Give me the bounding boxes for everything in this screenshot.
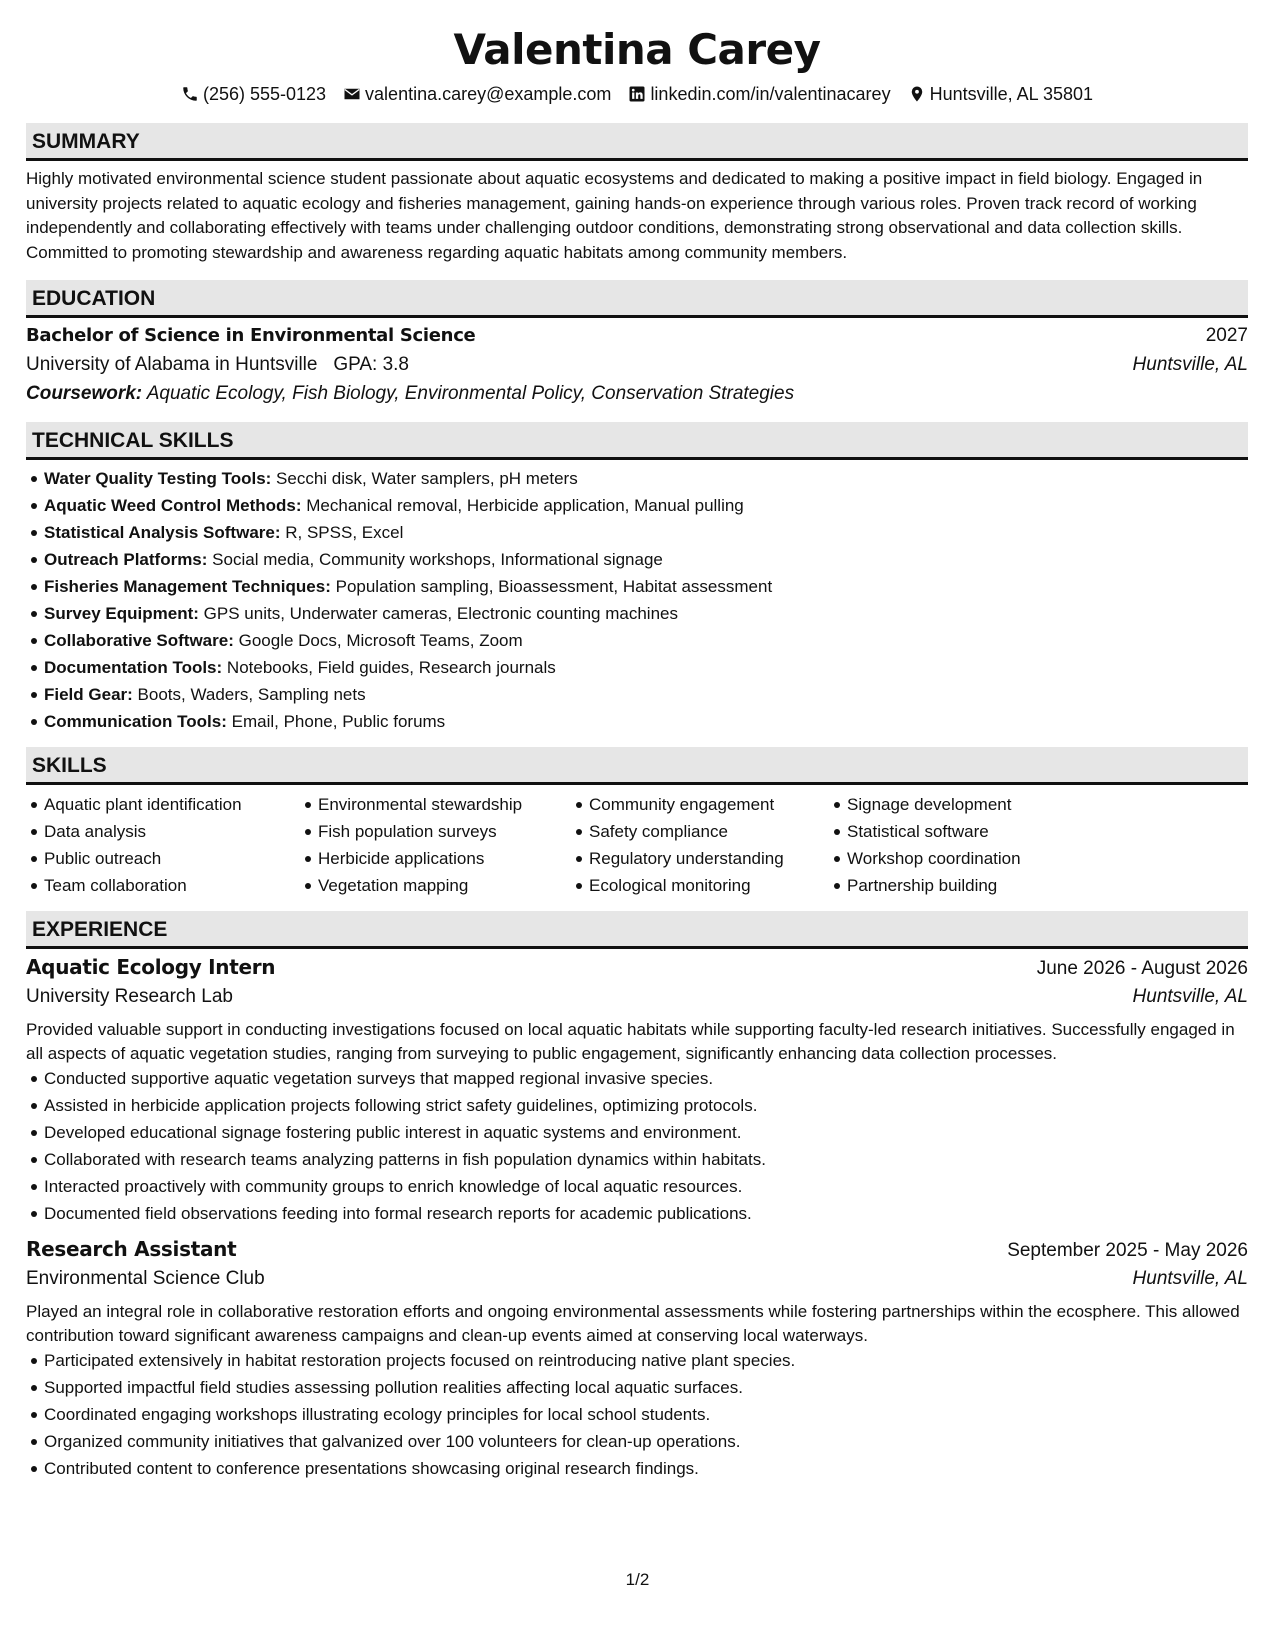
job-bullets <box>26 1065 1248 1227</box>
job-entry <box>26 1237 1248 1482</box>
job-entry <box>26 955 1248 1227</box>
list-item: Fish population surveys <box>318 818 571 845</box>
linkedin-icon <box>628 85 646 103</box>
job-org: Environmental Science Club <box>26 1268 265 1289</box>
contact-phone[interactable] <box>181 82 326 106</box>
location-text: Huntsville, AL 35801 <box>929 84 1094 104</box>
list-item: Contributed content to conference presentations showcasing original research findings. <box>44 1455 1248 1482</box>
skills-column <box>300 791 571 899</box>
skill-label: Survey Equipment: <box>44 604 199 623</box>
skill-value: Boots, Waders, Sampling nets <box>137 685 366 704</box>
list-item: Ecological monitoring <box>589 872 829 899</box>
skill-value: GPS units, Underwater cameras, Electronic counting machines <box>203 604 678 623</box>
list-item: Assisted in herbicide application projects following strict safety guidelines, optimizing protocols. <box>44 1092 1248 1119</box>
school-location: Huntsville, AL <box>1132 354 1248 375</box>
list-item: Safety compliance <box>589 818 829 845</box>
job-description: Played an integral role in collaborative restoration efforts and ongoing environmental assessments while fostering partnerships within the ecosphere. This allowed contribution toward significant awareness campaigns and clean-up events aimed at conserving local waterways. <box>26 1302 1240 1345</box>
section-heading-technical-skills: TECHNICAL SKILLS <box>26 422 1248 460</box>
list-item: Documented field observations feeding into formal research reports for academic publications. <box>44 1200 1248 1227</box>
skill-label: Outreach Platforms: <box>44 550 208 569</box>
job-dates: June 2026 - August 2026 <box>1036 958 1248 979</box>
list-item: Workshop coordination <box>847 845 1087 872</box>
skill-value: Secchi disk, Water samplers, pH meters <box>276 469 578 488</box>
graduation-year: 2027 <box>1205 325 1248 346</box>
contact-linkedin[interactable] <box>628 82 890 106</box>
list-item <box>44 654 1248 681</box>
skill-label: Documentation Tools: <box>44 658 223 677</box>
skill-label: Communication Tools: <box>44 712 227 731</box>
job-description: Provided valuable support in conducting investigations focused on local aquatic habitats while supporting faculty-led research initiatives. Successfully engaged in all aspects of aquatic vegetation studies, ranging from surveying to public engagement, significantly enhancing data collection processes. <box>26 1020 1235 1063</box>
map-pin-icon <box>908 85 926 103</box>
summary-text: Highly motivated environmental science student passionate about aquatic ecosystems and dedicated to making a positive impact in field biology. Engaged in university projects related to aquatic ecology and fisheries management, gaining hands-on experience through various roles. Proven track record of working independently and collaborating effectively with teams under challenging outdoor conditions, demonstrating strong observational and data collection skills. Committed to promoting stewardship and awareness regarding aquatic habitats among community members. <box>26 169 1203 262</box>
email-text: valentina.carey@example.com <box>365 84 612 104</box>
linkedin-text: linkedin.com/in/valentinacarey <box>650 84 891 104</box>
skill-label: Collaborative Software: <box>44 631 234 650</box>
list-item: Statistical software <box>847 818 1087 845</box>
page-number: 1/2 <box>625 1570 650 1589</box>
skill-label: Aquatic Weed Control Methods: <box>44 496 302 515</box>
list-item: Collaborated with research teams analyzing patterns in fish population dynamics within habitats. <box>44 1146 1248 1173</box>
contact-location <box>908 82 1093 106</box>
list-item: Data analysis <box>44 818 300 845</box>
list-item: Herbicide applications <box>318 845 571 872</box>
list-item <box>44 546 1248 573</box>
gpa: GPA: 3.8 <box>333 354 409 375</box>
list-item: Regulatory understanding <box>589 845 829 872</box>
job-location: Huntsville, AL <box>1132 1268 1248 1289</box>
list-item: Team collaboration <box>44 872 300 899</box>
coursework-label: Coursework: <box>26 383 143 404</box>
section-heading-experience: EXPERIENCE <box>26 911 1248 949</box>
list-item: Participated extensively in habitat restoration projects focused on reintroducing native plant species. <box>44 1347 1248 1374</box>
list-item <box>44 519 1248 546</box>
job-location: Huntsville, AL <box>1132 986 1248 1007</box>
skill-label: Water Quality Testing Tools: <box>44 469 272 488</box>
list-item <box>44 627 1248 654</box>
section-heading-education: EDUCATION <box>26 280 1248 318</box>
list-item: Interacted proactively with community groups to enrich knowledge of local aquatic resources. <box>44 1173 1248 1200</box>
list-item: Organized community initiatives that galvanized over 100 volunteers for clean-up operations. <box>44 1428 1248 1455</box>
job-dates: September 2025 - May 2026 <box>1007 1240 1248 1261</box>
list-item <box>44 600 1248 627</box>
phone-icon <box>181 85 199 103</box>
school-name: University of Alabama in Huntsville <box>26 354 318 375</box>
list-item <box>44 681 1248 708</box>
job-title: Aquatic Ecology Intern <box>26 955 276 979</box>
list-item: Environmental stewardship <box>318 791 571 818</box>
contact-email[interactable] <box>343 82 611 106</box>
job-org: University Research Lab <box>26 986 233 1007</box>
list-item: Developed educational signage fostering public interest in aquatic systems and environment. <box>44 1119 1248 1146</box>
job-bullets <box>26 1347 1248 1482</box>
skill-value: Google Docs, Microsoft Teams, Zoom <box>238 631 523 650</box>
list-item: Public outreach <box>44 845 300 872</box>
list-item <box>44 708 1248 735</box>
envelope-icon <box>343 85 361 103</box>
list-item: Aquatic plant identification <box>44 791 300 818</box>
list-item <box>44 492 1248 519</box>
section-heading-summary: SUMMARY <box>26 123 1248 161</box>
skill-label: Fisheries Management Techniques: <box>44 577 331 596</box>
skills-column <box>571 791 829 899</box>
section-heading-skills: SKILLS <box>26 747 1248 785</box>
list-item: Vegetation mapping <box>318 872 571 899</box>
skill-label: Field Gear: <box>44 685 133 704</box>
resume-page <box>26 0 1248 1482</box>
skill-label: Statistical Analysis Software: <box>44 523 281 542</box>
list-item: Conducted supportive aquatic vegetation surveys that mapped regional invasive species. <box>44 1065 1248 1092</box>
candidate-name: Valentina Carey <box>453 25 821 74</box>
skill-value: Mechanical removal, Herbicide application, Manual pulling <box>306 496 744 515</box>
technical-skills-list <box>26 465 1248 735</box>
contact-bar <box>26 82 1248 106</box>
skill-value: Email, Phone, Public forums <box>231 712 446 731</box>
skill-value: Notebooks, Field guides, Research journals <box>226 658 556 677</box>
education-entry <box>26 325 1248 412</box>
skills-column <box>829 791 1087 899</box>
phone-text: (256) 555-0123 <box>202 84 327 104</box>
list-item: Signage development <box>847 791 1087 818</box>
coursework-list: Aquatic Ecology, Fish Biology, Environmental Policy, Conservation Strategies <box>146 383 795 404</box>
skills-grid <box>26 791 1248 899</box>
skill-value: Social media, Community workshops, Informational signage <box>212 550 663 569</box>
list-item: Coordinated engaging workshops illustrating ecology principles for local school students. <box>44 1401 1248 1428</box>
list-item <box>44 465 1248 492</box>
job-title: Research Assistant <box>26 1237 237 1261</box>
list-item <box>44 573 1248 600</box>
skill-value: R, SPSS, Excel <box>285 523 404 542</box>
list-item: Partnership building <box>847 872 1087 899</box>
school-line <box>26 354 409 376</box>
list-item: Supported impactful field studies assessing pollution realities affecting local aquatic surfaces. <box>44 1374 1248 1401</box>
list-item: Community engagement <box>589 791 829 818</box>
coursework-line <box>26 383 1248 412</box>
skills-column <box>26 791 300 899</box>
skill-value: Population sampling, Bioassessment, Habitat assessment <box>335 577 773 596</box>
degree-title: Bachelor of Science in Environmental Science <box>26 325 476 346</box>
